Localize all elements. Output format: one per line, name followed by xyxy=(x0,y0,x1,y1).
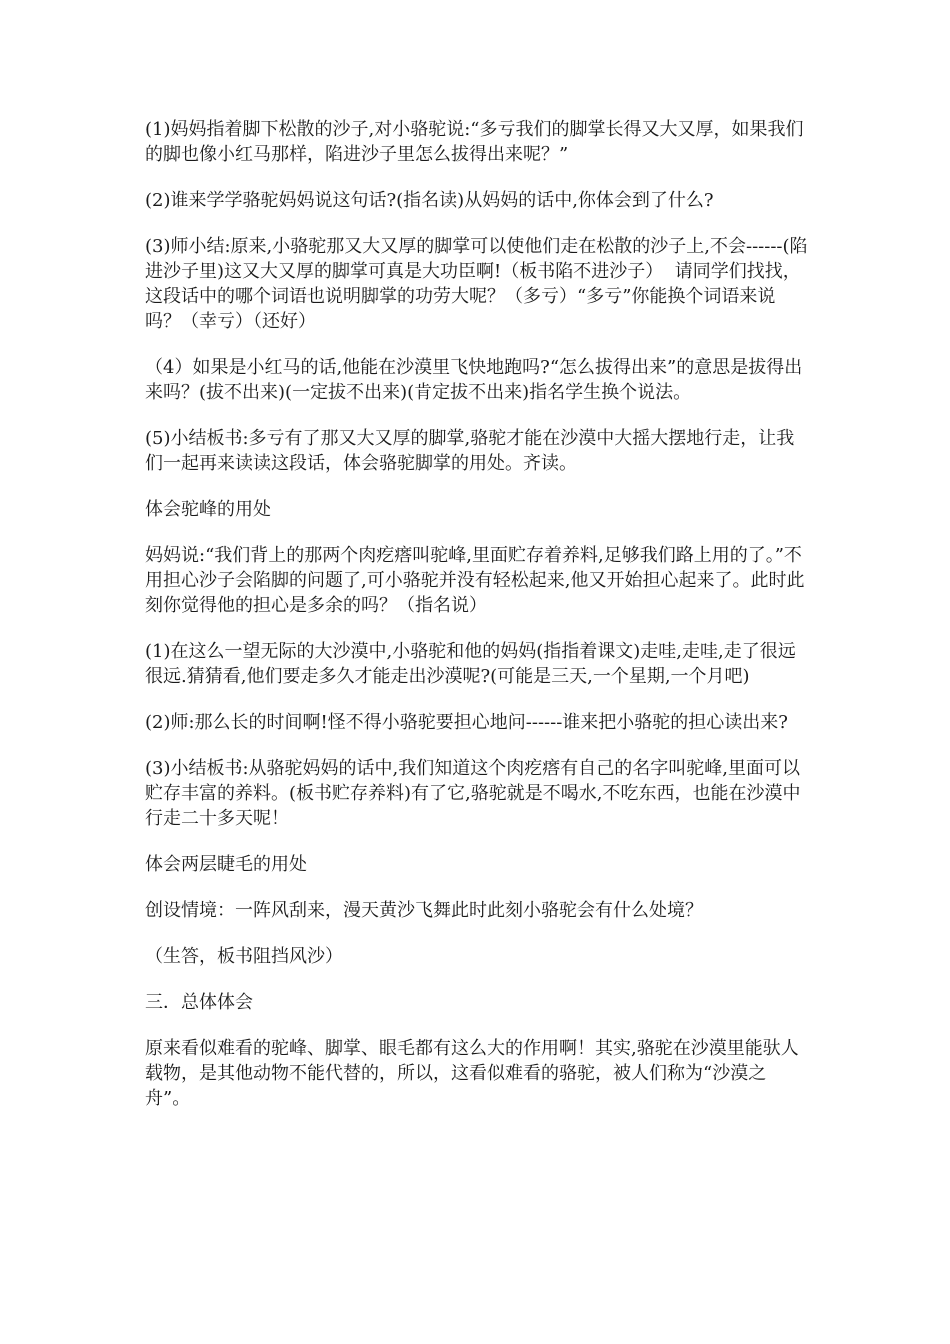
paragraph-student-answer: （生答，板书阻挡风沙） xyxy=(145,946,343,967)
paragraph-camel-foot-quote: (1)妈妈指着脚下松散的沙子,对小骆驼说:“多亏我们的脚掌长得又大又厚，如果我们的脚也像小红马那样，陷进沙子里怎么拔得出来呢？” xyxy=(145,119,804,165)
paragraph-teacher-long-time: (2)师:那么长的时间啊!怪不得小骆驼要担心地问------谁来把小骆驼的担心读出来? xyxy=(145,712,788,733)
paragraph-summary-foot-board: (5)小结板书:多亏有了那又大又厚的脚掌,骆驼才能在沙漠中大摇大摆地行走，让我们一起再来读读这段话，体会骆驼脚掌的用处。齐读。 xyxy=(145,428,795,474)
paragraph-ship-of-desert: 原来看似难看的驼峰、脚掌、眼毛都有这么大的作用啊！其实,骆驼在沙漠里能驮人载物，是其他动物不能代替的，所以，这看似难看的骆驼，被人们称为“沙漠之舟”。 xyxy=(145,1038,799,1109)
paragraph-summary-hump-board: (3)小结板书:从骆驼妈妈的话中,我们知道这个肉疙瘩有自己的名字叫驼峰,里面可以贮存丰富的养料。(板书贮存养料)有了它,骆驼就是不喝水,不吃东西，也能在沙漠中行走二十多天呢！ xyxy=(145,758,801,829)
paragraph-desert-journey: (1)在这么一望无际的大沙漠中,小骆驼和他的妈妈(指指着课文)走哇,走哇,走了很远很远.猜猜看,他们要走多久才能走出沙漠呢?(可能是三天,一个星期,一个月吧) xyxy=(145,641,796,687)
paragraph-red-horse-question: （4）如果是小红马的话,他能在沙漠里飞快地跑吗?“怎么拔得出来”的意思是拔得出来吗？(拔不出来)(一定拔不出来)(肯定拔不出来)指名学生换个说法。 xyxy=(145,357,803,403)
paragraph-teacher-summary-foot: (3)师小结:原来,小骆驼那又大又厚的脚掌可以使他们走在松散的沙子上,不会------(陷进沙子里)这又大又厚的脚掌可真是大功臣啊!（板书陷不进沙子） 请同学们找找，这段话中的哪个词语也说明脚掌的功劳大呢？（多亏）“多亏”你能换个词语来说吗？（幸亏）（还好） xyxy=(145,236,808,332)
paragraph-read-mother-words: (2)谁来学学骆驼妈妈说这句话?(指名读)从妈妈的话中,你体会到了什么? xyxy=(145,190,714,211)
document-page xyxy=(145,117,810,1132)
section-heading-overall: 三．总体体会 xyxy=(145,992,253,1013)
paragraph-mother-hump-quote: 妈妈说:“我们背上的那两个肉疙瘩叫驼峰,里面贮存着养料,足够我们路上用的了。”不用担心沙子会陷脚的问题了,可小骆驼并没有轻松起来,他又开始担心起来了。此时此刻你觉得他的担心是多余的吗？（指名说） xyxy=(145,545,805,616)
paragraph-sandstorm-scenario: 创设情境：一阵风刮来，漫天黄沙飞舞此时此刻小骆驼会有什么处境？ xyxy=(145,900,703,921)
section-heading-hump: 体会驼峰的用处 xyxy=(145,499,271,520)
section-heading-eyelashes: 体会两层睫毛的用处 xyxy=(145,854,307,875)
